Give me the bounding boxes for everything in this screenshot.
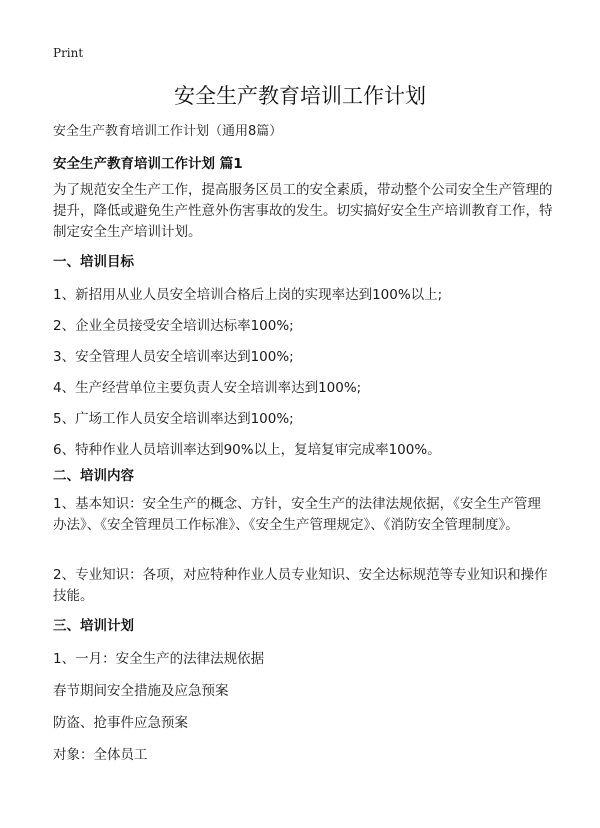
section-title-plan: 三、培训计划 — [53, 618, 134, 634]
plan-item: 对象：全体员工 — [53, 747, 148, 763]
goal-item: 3、安全管理人员安全培训率达到100%; — [53, 349, 294, 365]
goal-item: 1、新招用从业人员安全培训合格后上岗的实现率达到100%以上; — [53, 287, 443, 303]
page-title: 安全生产教育培训工作计划 — [174, 84, 426, 108]
plan-item: 1、一月：安全生产的法律法规依据 — [53, 651, 265, 667]
article-heading: 安全生产教育培训工作计划 篇1 — [53, 156, 243, 172]
section-title-goals: 一、培训目标 — [53, 254, 134, 270]
goal-item: 6、特种作业人员培训率达到90%以上，复培复审完成率100%。 — [53, 442, 441, 458]
intro-paragraph: 为了规范安全生产工作，提高服务区员工的安全素质，带动整个公司安全生产管理的提升，降低或避免生产性意外伤害事故的发生。切实搞好安全生产培训教育工作，特制定安全生产培训计划。 — [53, 182, 553, 240]
goal-item: 2、企业全员接受安全培训达标率100%; — [53, 318, 294, 334]
print-link[interactable]: Print — [53, 46, 84, 60]
document-subtitle: 安全生产教育培训工作计划（通用8篇） — [53, 124, 283, 139]
goal-item: 5、广场工作人员安全培训率达到100%; — [53, 411, 294, 427]
section-title-content: 二、培训内容 — [53, 468, 134, 484]
goal-item: 4、生产经营单位主要负责人安全培训率达到100%; — [53, 380, 362, 396]
content-item: 1、基本知识：安全生产的概念、方针，安全生产的法律法规依据，《安全生产管理办法》、《安全管理员工作标准》、《安全生产管理规定》、《消防安全管理制度》。 — [53, 496, 541, 533]
content-item: 2、专业知识：各项，对应特种作业人员专业知识、安全达标规范等专业知识和操作技能。 — [53, 567, 548, 604]
plan-item: 春节期间安全措施及应急预案 — [53, 683, 229, 699]
plan-item: 防盗、抢事件应急预案 — [53, 715, 188, 731]
